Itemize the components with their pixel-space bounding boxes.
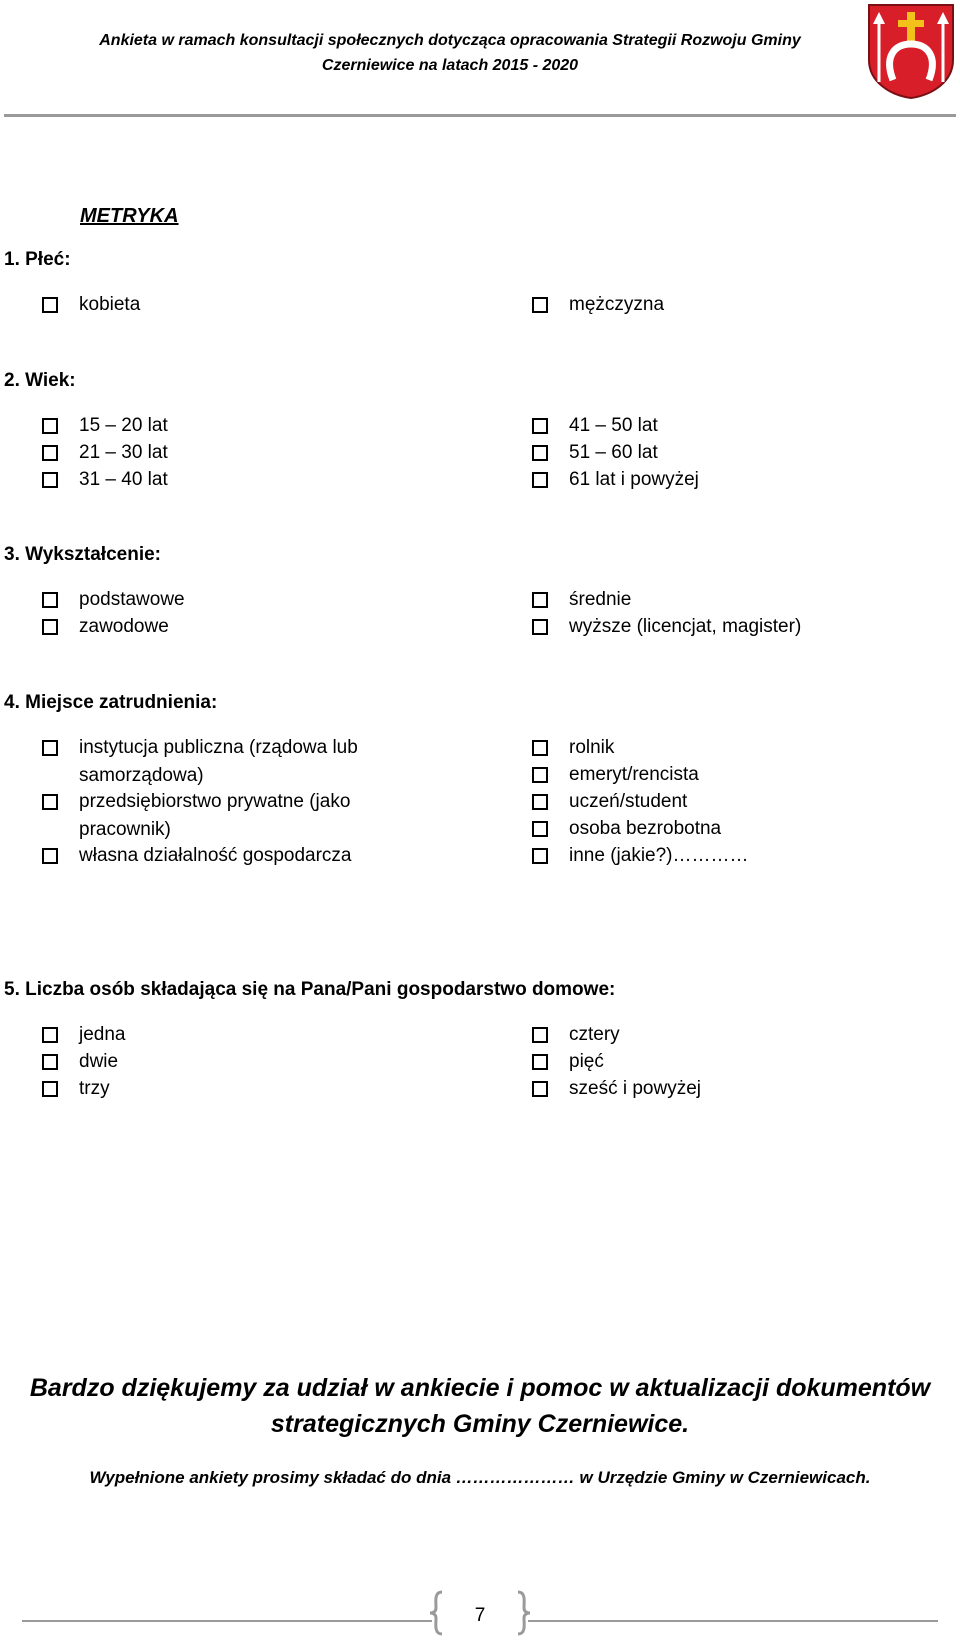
checkbox-icon bbox=[532, 1081, 548, 1097]
checkbox-icon bbox=[42, 1027, 58, 1043]
checkbox-icon bbox=[42, 619, 58, 635]
checkbox-icon bbox=[532, 297, 548, 313]
checkbox-icon bbox=[532, 767, 548, 783]
checkbox-icon bbox=[42, 794, 58, 810]
question-2-label: 2. Wiek: bbox=[4, 370, 76, 391]
checkbox-icon bbox=[532, 445, 548, 461]
checkbox-icon bbox=[532, 848, 548, 864]
left-brace-icon bbox=[428, 1590, 444, 1636]
checkbox-icon bbox=[42, 445, 58, 461]
checkbox-icon bbox=[42, 1081, 58, 1097]
section-title: METRYKA bbox=[80, 205, 179, 227]
checkbox-icon bbox=[42, 592, 58, 608]
thanks-line2: strategicznych Gminy Czerniewice. bbox=[270, 1410, 690, 1438]
checkbox-icon bbox=[532, 821, 548, 837]
page-number: 7 bbox=[474, 1605, 486, 1626]
footer-rule-right bbox=[528, 1620, 938, 1622]
checkbox-icon bbox=[532, 619, 548, 635]
checkbox-icon bbox=[532, 418, 548, 434]
checkbox-icon bbox=[42, 418, 58, 434]
checkbox-icon bbox=[532, 1027, 548, 1043]
page-header bbox=[0, 0, 960, 120]
header-title-line1: Ankieta w ramach konsultacji społecznych dotycząca opracowania Strategii Rozwoju Gminy bbox=[99, 32, 801, 49]
checkbox-icon bbox=[532, 794, 548, 810]
footer-rule-left bbox=[22, 1620, 432, 1622]
header-title-line2: Czerniewice na latach 2015 - 2020 bbox=[321, 57, 579, 74]
checkbox-icon bbox=[532, 1054, 548, 1070]
question-4-label: 4. Miejsce zatrudnienia: bbox=[4, 692, 218, 713]
checkbox-icon bbox=[42, 472, 58, 488]
checkbox-icon bbox=[532, 740, 548, 756]
checkbox-icon bbox=[532, 592, 548, 608]
question-3-label: 3. Wykształcenie: bbox=[4, 544, 162, 565]
coat-of-arms-icon bbox=[866, 2, 956, 100]
right-brace-icon bbox=[516, 1590, 532, 1636]
thanks-line1: Bardzo dziękujemy za udział w ankiecie i pomoc w aktualizacji dokumentów bbox=[29, 1374, 931, 1402]
submission-note: Wypełnione ankiety prosimy składać do dnia ………………… w Urzędzie Gminy w Czerniewicach. bbox=[89, 1468, 871, 1487]
checkbox-icon bbox=[42, 297, 58, 313]
checkbox-icon bbox=[42, 848, 58, 864]
checkbox-icon bbox=[42, 1054, 58, 1070]
question-5-label: 5. Liczba osób składająca się na Pana/Pani gospodarstwo domowe: bbox=[4, 979, 616, 1000]
question-1-label: 1. Płeć: bbox=[4, 249, 71, 270]
checkbox-icon bbox=[532, 472, 548, 488]
checkbox-icon bbox=[42, 740, 58, 756]
header-divider bbox=[4, 114, 956, 117]
